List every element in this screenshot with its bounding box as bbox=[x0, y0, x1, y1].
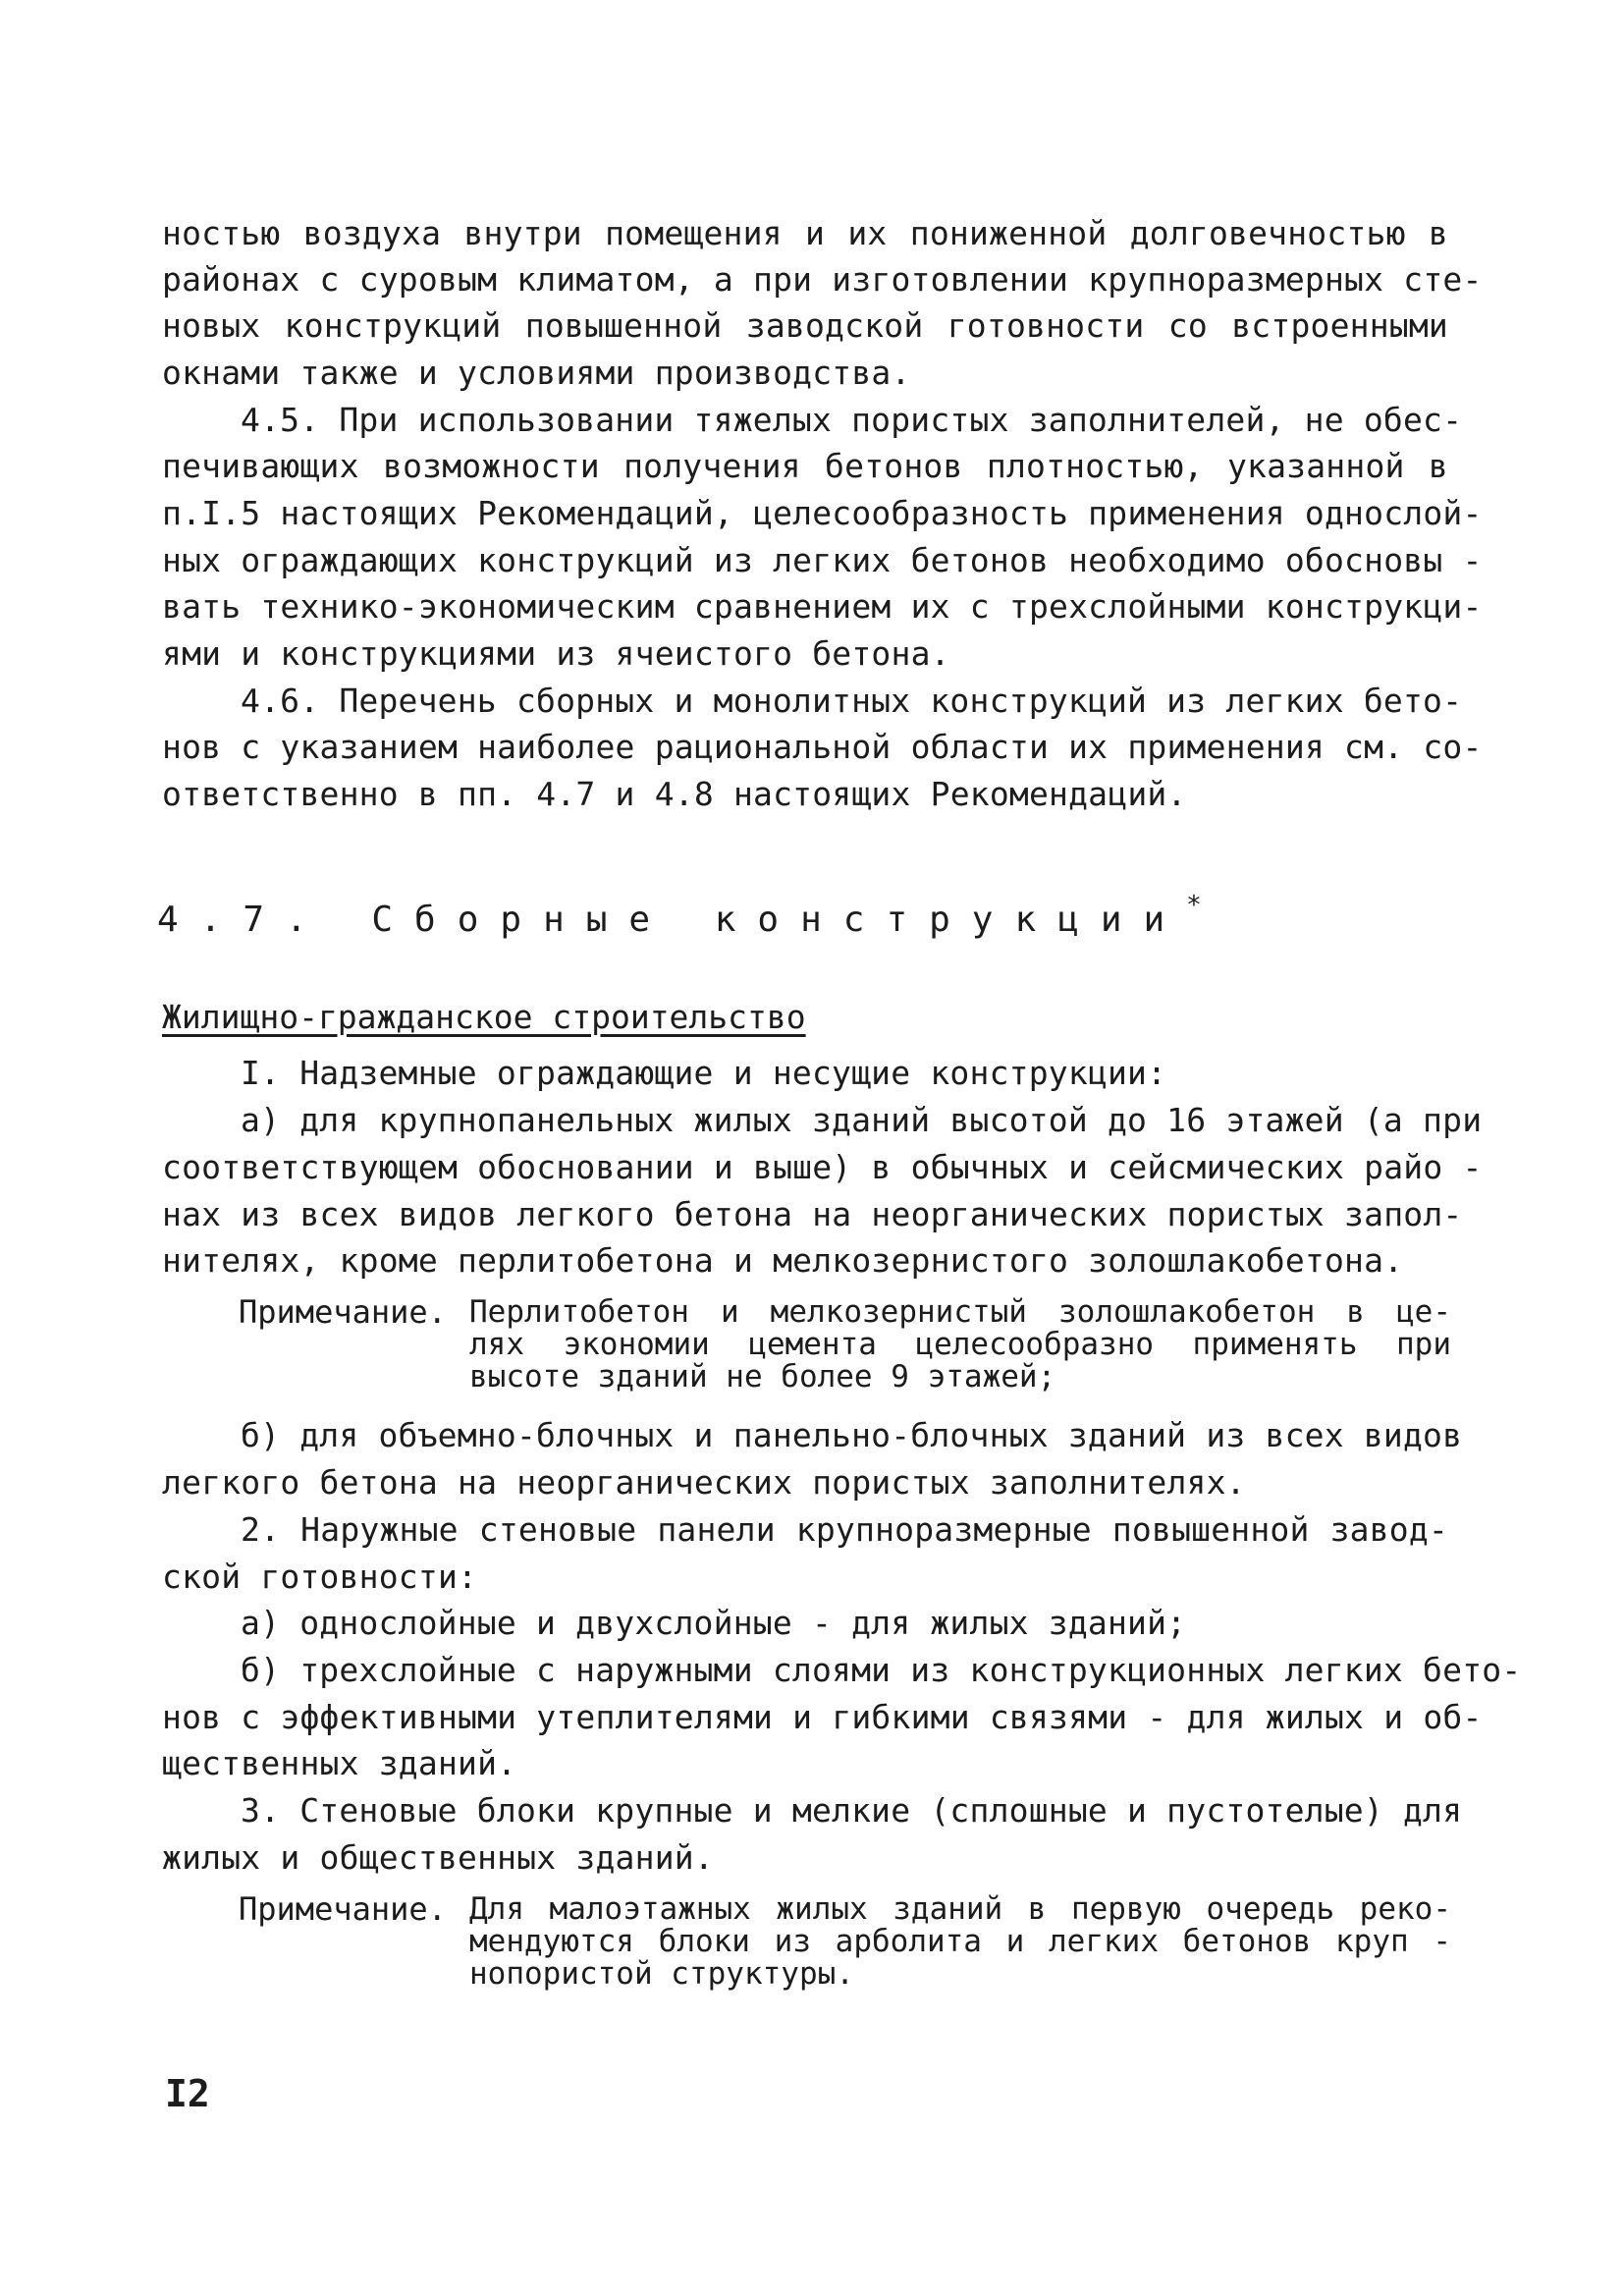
paragraph-line: районах с суровым климатом, а при изготовлении крупноразмерных сте- bbox=[162, 260, 1483, 299]
list-item: жилых и общественных зданий. bbox=[162, 1838, 714, 1877]
paragraph-line: нов с указанием наиболее рациональной области их применения см. со- bbox=[162, 728, 1483, 766]
note-line: Перлитобетон и мелкозернистый золошлакобетон в це- bbox=[469, 1294, 1451, 1330]
paragraph-line: новых конструкций повышенной заводской готовности со встроенными bbox=[162, 306, 1448, 345]
paragraph-line: печивающих возможности получения бетонов плотностью, указанной в bbox=[162, 447, 1448, 485]
list-item: нах из всех видов легкого бетона на неорганических пористых запол- bbox=[162, 1195, 1463, 1233]
section-heading-text: 4.7. Сборные конструкции bbox=[157, 900, 1187, 940]
page-number: I2 bbox=[165, 2072, 210, 2115]
list-item: ской готовности: bbox=[162, 1558, 478, 1596]
paragraph-line: 4.5. При использовании тяжелых пористых заполнителей, не обес- bbox=[241, 401, 1463, 439]
note-line: Для малоэтажных жилых зданий в первую очередь реко- bbox=[469, 1891, 1451, 1927]
list-item: а) для крупнопанельных жилых зданий высотой до 16 этажей (а при bbox=[241, 1101, 1483, 1139]
paragraph-line: ответственно в пп. 4.7 и 4.8 настоящих Рекомендаций. bbox=[162, 775, 1187, 813]
list-item: I. Надземные ограждающие и несущие конструкции: bbox=[241, 1054, 1167, 1092]
paragraph-line: п.I.5 настоящих Рекомендаций, целесообразность применения однослой- bbox=[162, 494, 1483, 532]
list-item: легкого бетона на неорганических пористых заполнителях. bbox=[162, 1463, 1246, 1502]
note-line: мендуются блоки из арболита и легких бетонов круп - bbox=[469, 1924, 1451, 1959]
paragraph-line: ных ограждающих конструкций из легких бетонов необходимо обосновы - bbox=[162, 541, 1483, 579]
paragraph-line: ями и конструкциями из ячеистого бетона. bbox=[162, 634, 950, 673]
note-label: Примечание. bbox=[239, 1293, 447, 1331]
paragraph-line: ностью воздуха внутри помещения и их пониженной долговечностью в bbox=[162, 214, 1448, 252]
list-item: б) трехслойные с наружными слоями из конструкционных легких бето- bbox=[241, 1651, 1522, 1689]
section-heading bbox=[157, 882, 1202, 944]
list-item: 2. Наружные стеновые панели крупноразмерные повышенной завод- bbox=[241, 1510, 1448, 1549]
list-item: нов с эффективными утеплителями и гибкими связями - для жилых и об- bbox=[162, 1698, 1483, 1736]
list-item: а) однослойные и двухслойные - для жилых зданий; bbox=[241, 1604, 1187, 1642]
note-line: лях экономии цемента целесообразно применять при bbox=[469, 1327, 1451, 1362]
list-item: соответствующем обосновании и выше) в обычных и сейсмических райо - bbox=[162, 1148, 1483, 1186]
list-item: 3. Стеновые блоки крупные и мелкие (сплошные и пустотелые) для bbox=[241, 1791, 1463, 1830]
list-item: нителях, кроме перлитобетона и мелкозернистого золошлакобетона. bbox=[162, 1241, 1404, 1280]
paragraph-line: окнами также и условиями производства. bbox=[162, 354, 911, 392]
paragraph-line: вать технико-экономическим сравнением их с трехслойными конструкци- bbox=[162, 587, 1483, 626]
note-label: Примечание. bbox=[239, 1890, 447, 1928]
footnote-mark: * bbox=[1186, 891, 1202, 920]
subheading: Жилищно-гражданское строительство bbox=[162, 998, 806, 1036]
list-item: б) для объемно-блочных и панельно-блочных зданий из всех видов bbox=[241, 1416, 1463, 1454]
list-item: щественных зданий. bbox=[162, 1744, 517, 1782]
note-line: высоте зданий не более 9 этажей; bbox=[469, 1359, 1056, 1394]
note-line: нопористой структуры. bbox=[469, 1956, 854, 1992]
paragraph-line: 4.6. Перечень сборных и монолитных конструкций из легких бето- bbox=[241, 682, 1463, 720]
